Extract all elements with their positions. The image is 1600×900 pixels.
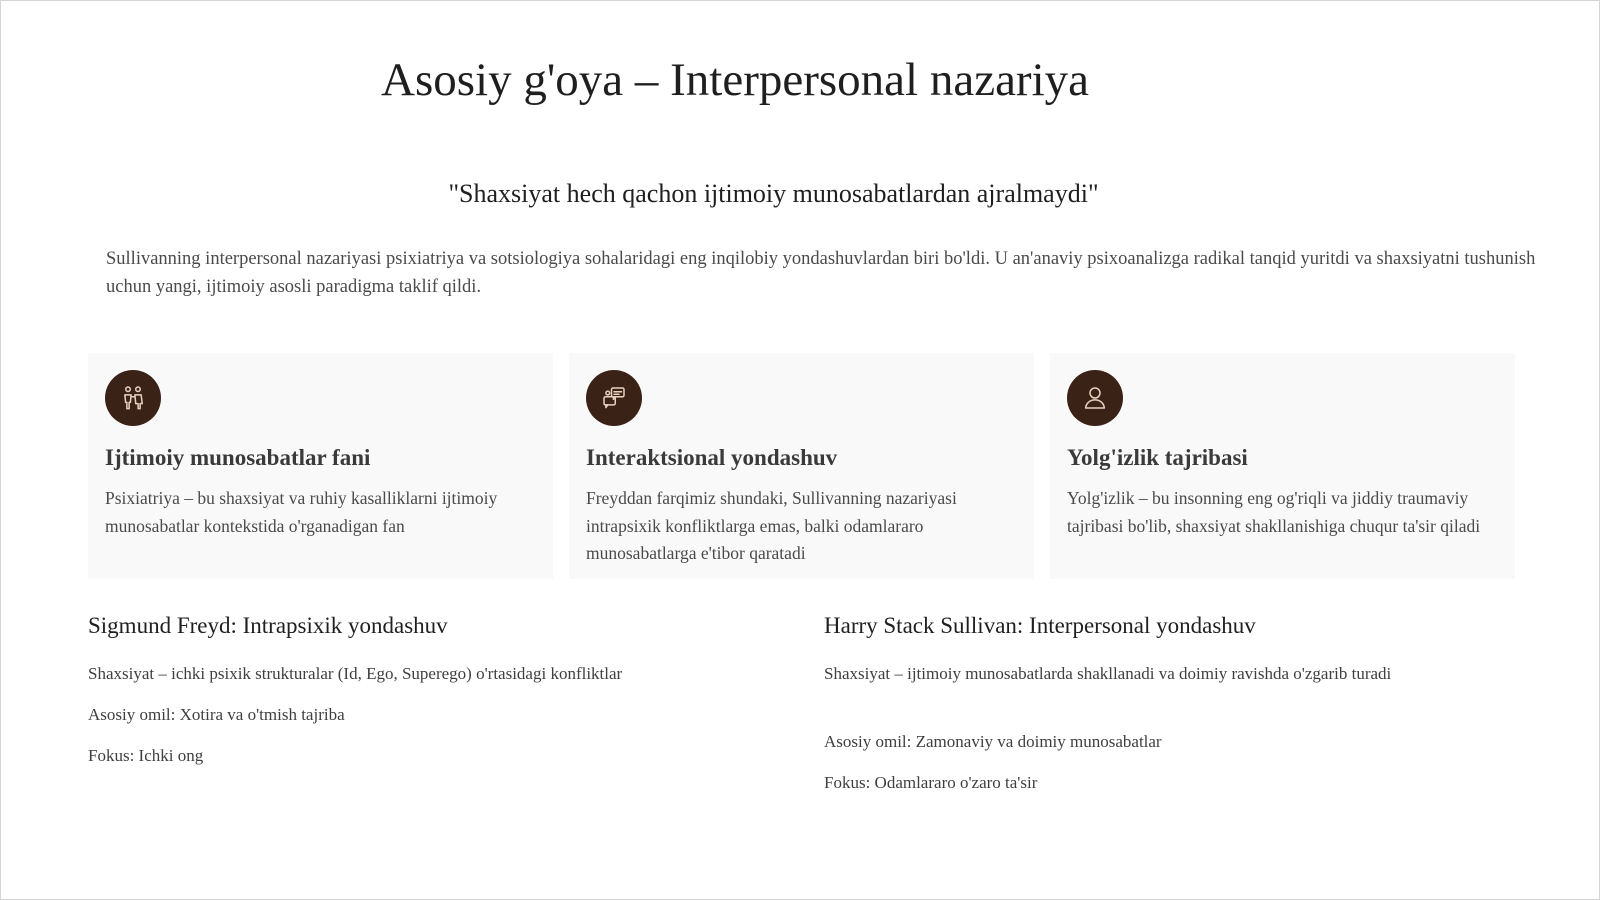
card-title: Interaktsional yondashuv [586, 445, 838, 470]
slide-title: Asosiy g'oya – Interpersonal nazariya [381, 54, 1090, 106]
sullivan-title: Harry Stack Sullivan: Interpersonal yondashuv [824, 613, 1256, 638]
people-icon [105, 370, 161, 426]
card-interactional-approach [569, 353, 1034, 579]
person-icon [1067, 370, 1123, 426]
freud-column [88, 611, 728, 765]
freud-title: Sigmund Freyd: Intrapsixik yondashuv [88, 613, 448, 638]
freud-focus: Fokus: Ichki ong [88, 746, 204, 765]
freud-main-factor: Asosiy omil: Xotira va o'tmish tajriba [88, 705, 345, 724]
card-title: Ijtimoiy munosabatlar fani [105, 445, 371, 470]
sullivan-main-factor: Asosiy omil: Zamonaviy va doimiy munosabatlar [824, 732, 1162, 751]
card-social-relations [88, 353, 553, 579]
card-text: Psixiatriya – bu shaxsiyat va ruhiy kasalliklarni ijtimoiy munosabatlar kontekstida o'rganadigan fan [105, 488, 498, 536]
key-quote: "Shaxsiyat hech qachon ijtimoiy munosabatlardan ajralmaydi" [448, 179, 1099, 208]
sullivan-column [824, 611, 1524, 792]
sullivan-definition: Shaxsiyat – ijtimoiy munosabatlarda shakllanadi va doimiy ravishda o'zgarib turadi [824, 664, 1392, 683]
chat-bubbles-icon [586, 370, 642, 426]
card-text: Freyddan farqimiz shundaki, Sullivanning nazariyasi intrapsixik konfliktlarga emas, balki odamlararo munosabatlarga e'tibor qaratadi [586, 488, 957, 563]
card-text: Yolg'izlik – bu insonning eng og'riqli va jiddiy traumaviy tajribasi bo'lib, shaxsiyat shakllanishiga chuqur ta'sir qiladi [1067, 488, 1481, 536]
card-loneliness-experience [1050, 353, 1515, 579]
card-title: Yolg'izlik tajribasi [1067, 445, 1248, 470]
intro-paragraph: Sullivanning interpersonal nazariyasi psixiatriya va sotsiologiya sohalaridagi eng inqilobiy yondashuvlardan biri bo'ldi. U an'anaviy psixoanalizga radikal tanqid yuritdi va shaxsiyatni tushunish uchun yangi, ijtimoiy asosli paradigma taklif qildi. [106, 249, 1536, 297]
freud-definition: Shaxsiyat – ichki psixik strukturalar (Id, Ego, Superego) o'rtasidagi konfliktlar [88, 664, 623, 683]
sullivan-focus: Fokus: Odamlararo o'zaro ta'sir [824, 773, 1038, 792]
